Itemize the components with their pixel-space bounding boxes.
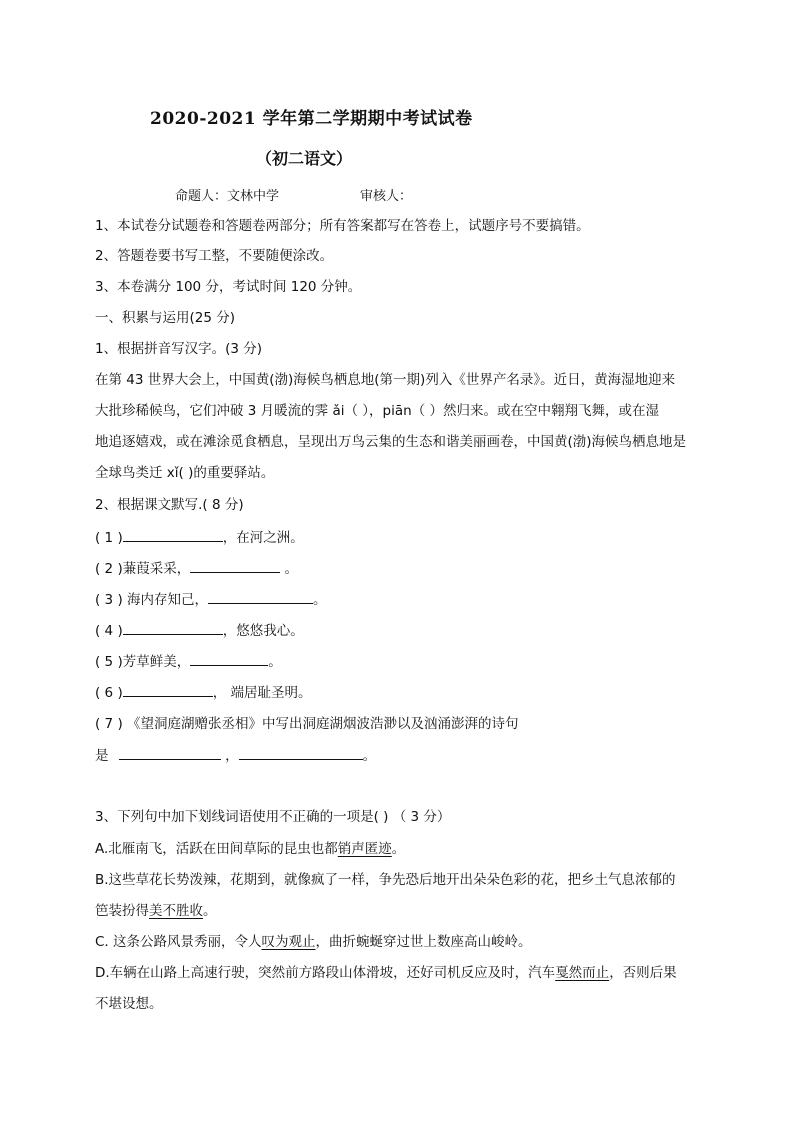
recitation-item-2	[95, 558, 298, 579]
question-1-text-line-2: 大批珍稀候鸟，它们冲破 3 月暖流的霁 ǎi（ ），piān（ ）然归来。或在空中翱翔飞舞，或在湿	[95, 403, 659, 419]
question-1-text-line-4: 全球鸟类迁 xǐ( )的重要驿站。	[95, 465, 275, 481]
option-d-text: D.车辆在山路上高速行驶，突然前方路段山体滑坡，还好司机反应及时，汽车	[95, 965, 556, 981]
option-c-text: C. 这条公路风景秀丽，令人	[95, 934, 262, 950]
recitation-item-5	[95, 651, 282, 672]
exam-subtitle: （初二语文）	[256, 149, 353, 168]
recitation-item-suffix: 。	[313, 592, 327, 608]
exam-title: 2020-2021 学年第二学期期中考试试卷	[150, 109, 473, 129]
answer-blank[interactable]	[123, 527, 223, 542]
recitation-item-3	[95, 589, 327, 610]
option-c	[95, 932, 532, 952]
instruction-2: 2、答题卷要书写工整，不要随便涂改。	[95, 248, 334, 264]
option-a-end: 。	[391, 841, 406, 857]
recitation-item-suffix: 。	[280, 561, 299, 577]
recitation-item-6	[95, 682, 312, 703]
option-b-text: 笆装扮得	[95, 903, 149, 919]
option-a-underlined-phrase: 销声匿迹	[337, 841, 392, 857]
option-d-underlined-phrase: 戛然而止	[555, 965, 610, 981]
option-c-end: ，曲折蜿蜒穿过世上数座高山峻岭。	[315, 934, 532, 950]
option-c-underlined-phrase: 叹为观止	[261, 934, 316, 950]
recitation-item-7: ( 7 ) 《望洞庭湖赠张丞相》中写出洞庭湖烟波浩渺以及汹涌澎湃的诗句	[95, 716, 519, 732]
question-1-text-line-1: 在第 43 世界大会上，中国黄(渤)海候鸟栖息地(第一期)列入《世界产名录》。近日，黄海湿地迎来	[95, 372, 676, 388]
recitation-item-1	[95, 527, 304, 548]
recitation-item-4	[95, 620, 304, 641]
recitation-item-suffix: ，悠悠我心。	[222, 623, 304, 639]
question-1-heading: 1、根据拼音写汉字。(3 分)	[95, 341, 263, 357]
option-a-text: A.北雁南飞，活跃在田间草际的昆虫也都	[95, 841, 338, 857]
recitation-item-prefix: ( 5 )芳草鲜美，	[95, 654, 191, 670]
answer-blank[interactable]	[190, 558, 280, 573]
recitation-item-suffix: ， 端居耻圣明。	[212, 685, 312, 701]
option-d-end: ，否则后果	[609, 965, 677, 981]
recitation-item-prefix: ( 6 )	[95, 685, 123, 701]
recitation-item-prefix: ( 3 ) 海内存知己，	[95, 592, 208, 608]
recitation-item-7-mid: ，	[225, 748, 239, 764]
answer-blank[interactable]	[119, 745, 221, 760]
recitation-item-7-answer	[95, 745, 376, 766]
recitation-item-prefix: ( 1 )	[95, 530, 123, 546]
answer-blank[interactable]	[190, 651, 268, 666]
setter-label: 命题人：文林中学	[175, 189, 280, 204]
instruction-1: 1、本试卷分试题卷和答题卷两部分；所有答案都写在答卷上，试题序号不要搞错。	[95, 218, 590, 234]
option-b-underlined-phrase: 美不胜收	[149, 903, 203, 919]
option-a	[95, 839, 405, 859]
recitation-item-prefix: ( 2 )蒹葭采采，	[95, 561, 191, 577]
question-3-heading: 3、下列句中加下划线词语使用不正确的一项是( ) （ 3 分）	[95, 809, 451, 825]
answer-blank[interactable]	[208, 589, 313, 604]
option-b-line-1: B.这些草花长势泼辣，花期到，就像疯了一样，争先恐后地开出朵朵色彩的花，把乡土气息浓郁的	[95, 872, 676, 888]
question-1-text-line-3: 地追逐嬉戏，或在滩涂觅食栖息，呈现出万鸟云集的生态和谐美丽画卷，中国黄(渤)海候鸟栖息地是	[95, 434, 687, 450]
option-d-line-2: 不堪设想。	[95, 996, 163, 1012]
recitation-item-suffix: ，在河之洲。	[222, 530, 304, 546]
recitation-item-7-end: 。	[362, 748, 377, 764]
reviewer-label: 审核人：	[360, 189, 413, 204]
option-b-line-2	[95, 901, 217, 921]
answer-blank[interactable]	[239, 745, 363, 760]
option-b-end: 。	[203, 903, 217, 919]
answer-blank[interactable]	[123, 620, 223, 635]
question-2-heading: 2、根据课文默写.( 8 分)	[95, 497, 244, 513]
instruction-3: 3、本卷满分 100 分，考试时间 120 分钟。	[95, 279, 362, 295]
recitation-item-suffix: 。	[268, 654, 282, 670]
answer-blank[interactable]	[123, 682, 213, 697]
section-1-heading: 一、积累与运用(25 分)	[95, 310, 236, 326]
recitation-item-7-prefix: 是	[95, 748, 109, 764]
recitation-item-prefix: ( 4 )	[95, 623, 123, 639]
option-d-line-1	[95, 963, 677, 983]
